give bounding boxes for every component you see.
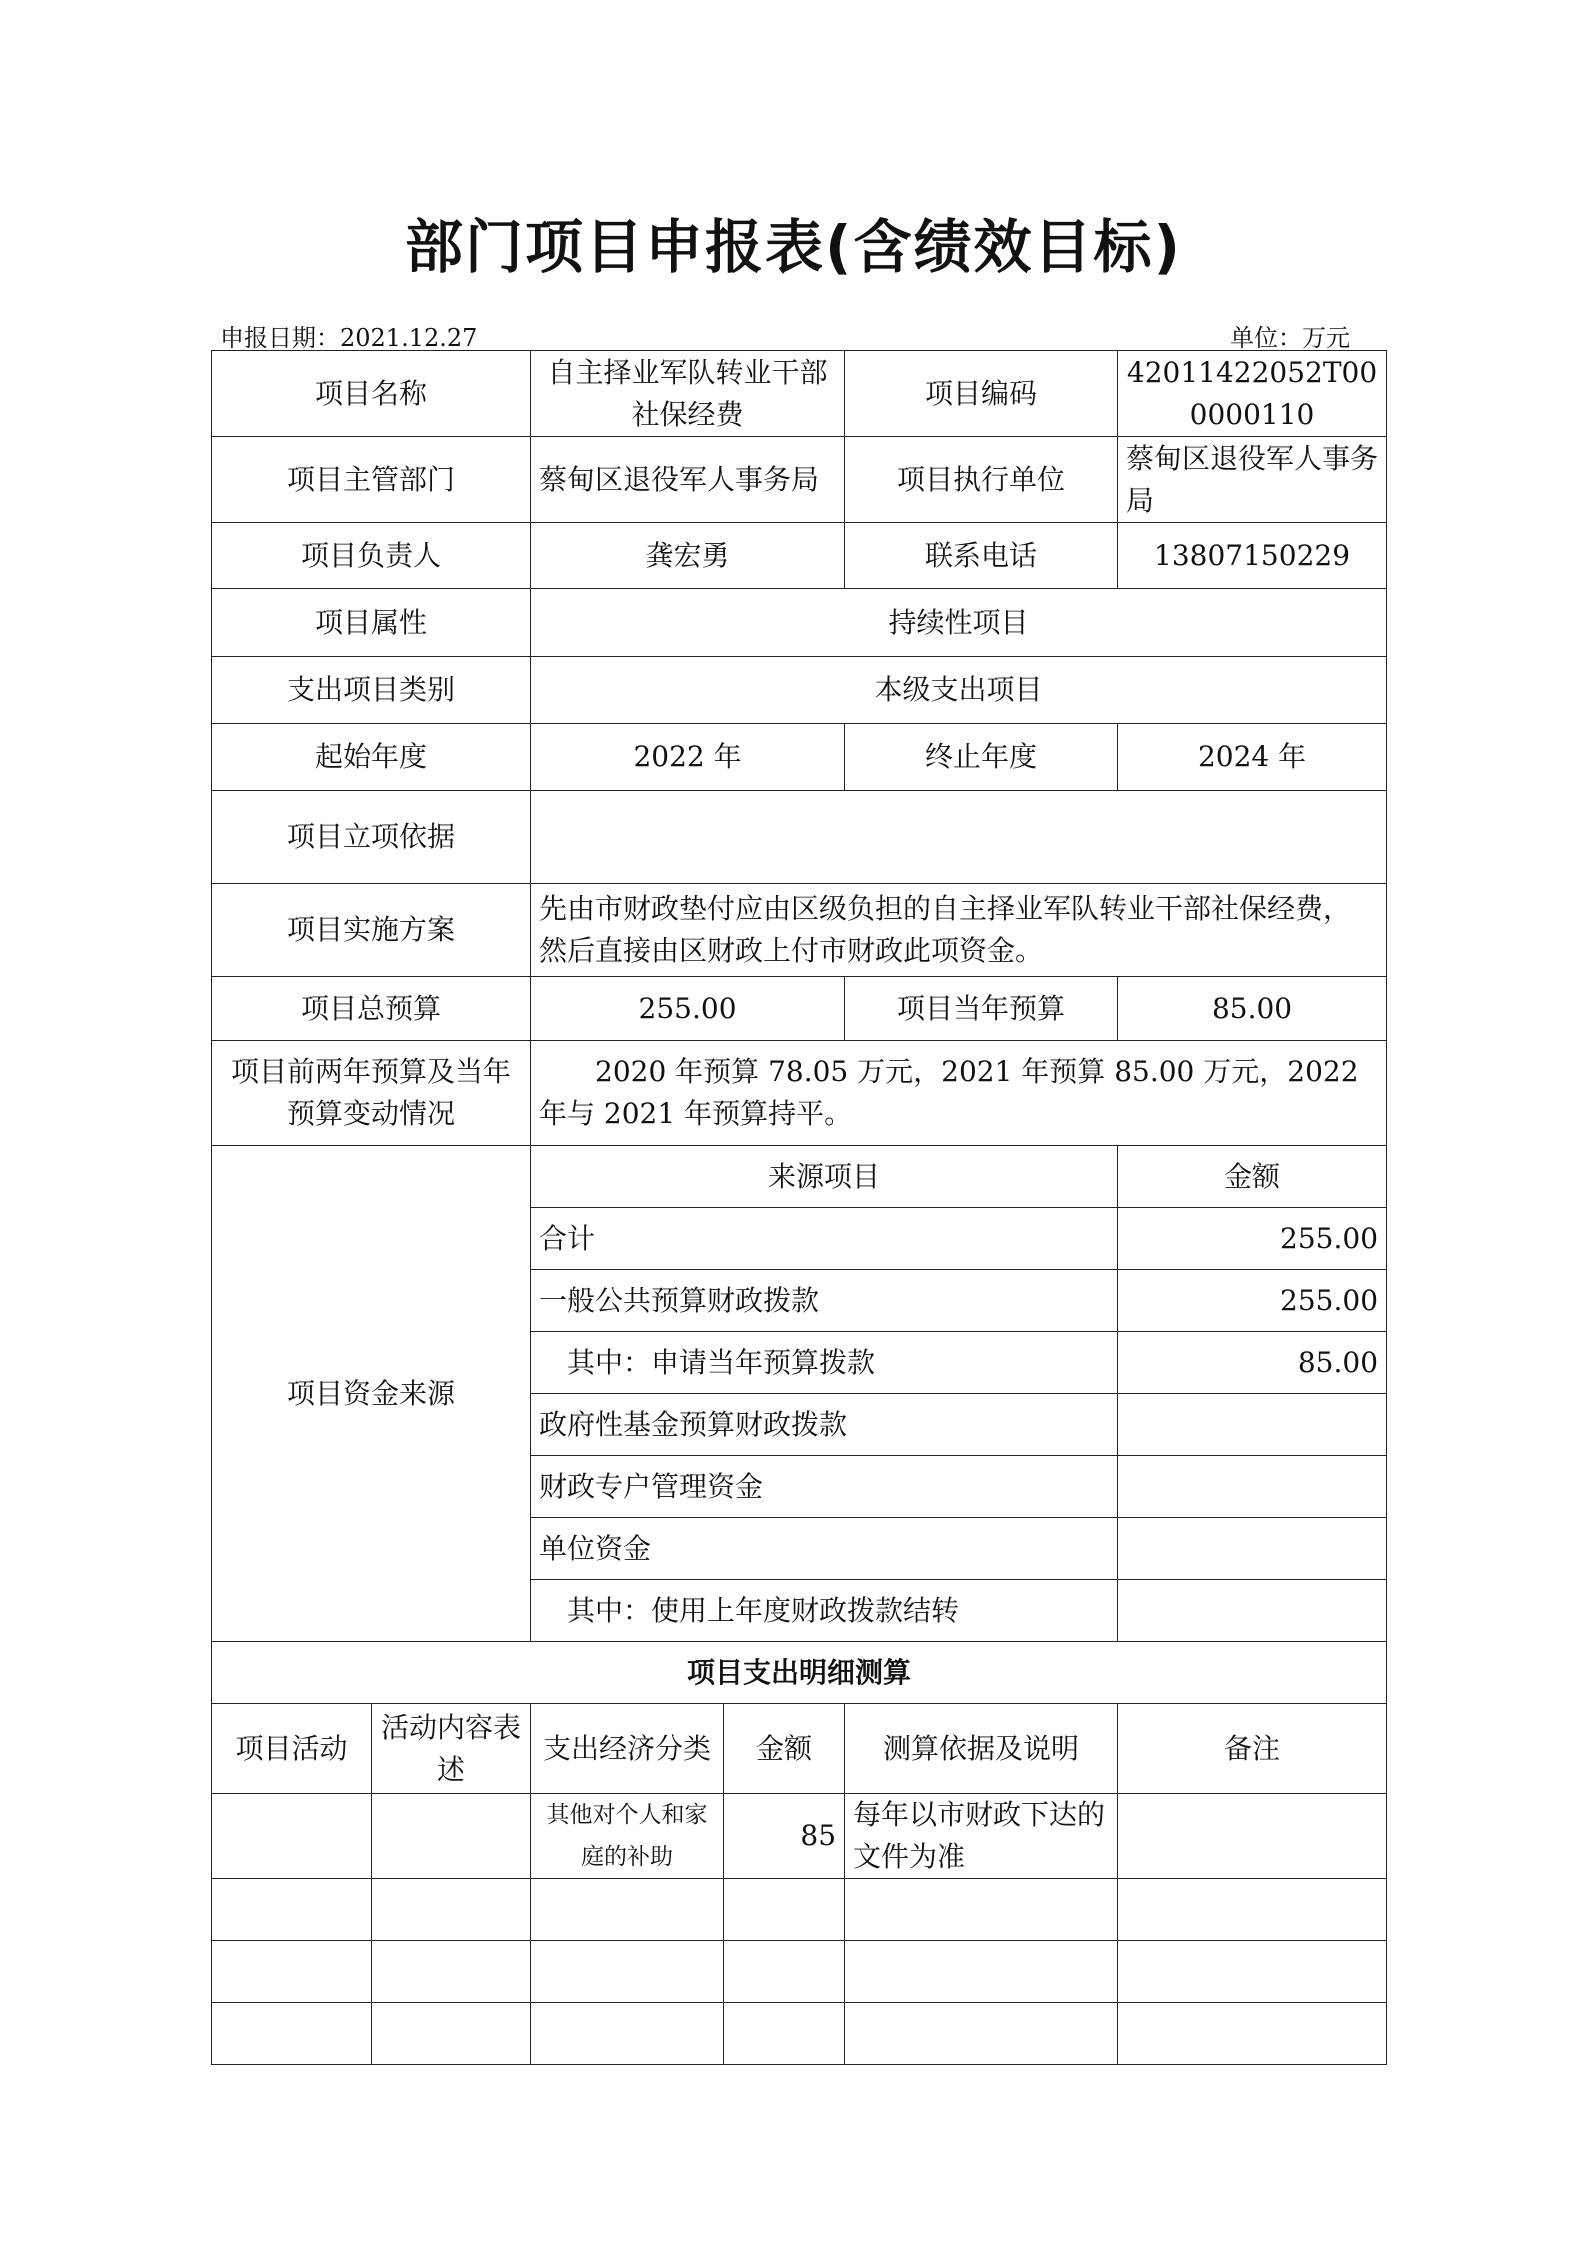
detail-header-cell: 支出经济分类 [531, 1704, 724, 1794]
funding-row-amount: 85.00 [1118, 1332, 1387, 1394]
phone-label: 联系电话 [845, 523, 1118, 589]
current-budget-label: 项目当年预算 [845, 977, 1118, 1041]
detail-cell [372, 1794, 531, 1879]
detail-cell [1118, 1879, 1387, 1941]
category-label: 支出项目类别 [212, 657, 531, 724]
funding-row-name: 其中：使用上年度财政拨款结转 [531, 1580, 1118, 1642]
funding-row-name: 一般公共预算财政拨款 [531, 1270, 1118, 1332]
funding-row-amount [1118, 1456, 1387, 1518]
project-name-value: 自主择业军队转业干部社保经费 [531, 351, 845, 437]
funding-row-amount [1118, 1518, 1387, 1580]
exec-unit-value: 蔡甸区退役军人事务局 [1118, 437, 1387, 523]
attr-value: 持续性项目 [531, 589, 1387, 657]
start-year-label: 起始年度 [212, 724, 531, 791]
detail-row [212, 1941, 1387, 2003]
detail-cell [845, 1879, 1118, 1941]
detail-cell [212, 2003, 372, 2065]
funding-col-amount: 金额 [1118, 1146, 1387, 1208]
plan-value: 先由市财政垫付应由区级负担的自主择业军队转业干部社保经费，然后直接由区财政上付市财政此项资金。 [531, 884, 1387, 977]
project-code-label: 项目编码 [845, 351, 1118, 437]
detail-cell [531, 2003, 724, 2065]
funding-row-name: 财政专户管理资金 [531, 1456, 1118, 1518]
page-title: 部门项目申报表(含绩效目标) [404, 213, 1183, 281]
detail-cell [212, 1794, 372, 1879]
detail-cell [845, 2003, 1118, 2065]
detail-cell [531, 1879, 724, 1941]
funding-row-amount: 255.00 [1118, 1208, 1387, 1270]
basis-label: 项目立项依据 [212, 791, 531, 884]
funding-row-amount [1118, 1394, 1387, 1456]
end-year-label: 终止年度 [845, 724, 1118, 791]
phone-value: 13807150229 [1118, 523, 1387, 589]
detail-header-cell: 项目活动 [212, 1704, 372, 1794]
plan-label: 项目实施方案 [212, 884, 531, 977]
detail-cell: 85 [724, 1794, 845, 1879]
budget-change-value: 2020 年预算 78.05 万元，2021 年预算 85.00 万元，2022 年与 2021 年预算持平。 [531, 1041, 1387, 1146]
detail-cell [1118, 2003, 1387, 2065]
leader-label: 项目负责人 [212, 523, 531, 589]
report-date: 申报日期：2021.12.27 [220, 324, 478, 352]
start-year-value: 2022 年 [531, 724, 845, 791]
funding-row-name: 单位资金 [531, 1518, 1118, 1580]
detail-cell: 其他对个人和家庭的补助 [531, 1794, 724, 1879]
detail-cell [1118, 1941, 1387, 2003]
detail-header-cell: 金额 [724, 1704, 845, 1794]
funding-row-amount [1118, 1580, 1387, 1642]
detail-cell [372, 1879, 531, 1941]
end-year-value: 2024 年 [1118, 724, 1387, 791]
detail-header-cell: 备注 [1118, 1704, 1387, 1794]
project-code-value: 42011422052T000000110 [1118, 351, 1387, 437]
detail-cell: 每年以市财政下达的文件为准 [845, 1794, 1118, 1879]
funding-col-source: 来源项目 [531, 1146, 1118, 1208]
leader-value: 龚宏勇 [531, 523, 845, 589]
detail-row [212, 1879, 1387, 1941]
detail-cell [212, 1941, 372, 2003]
detail-cell [845, 1941, 1118, 2003]
budget-change-label: 项目前两年预算及当年预算变动情况 [212, 1041, 531, 1146]
funding-row-name: 政府性基金预算财政拨款 [531, 1394, 1118, 1456]
funding-row-name: 合计 [531, 1208, 1118, 1270]
funding-source-label: 项目资金来源 [212, 1146, 531, 1642]
detail-cell [372, 2003, 531, 2065]
exec-unit-label: 项目执行单位 [845, 437, 1118, 523]
detail-cell [724, 2003, 845, 2065]
unit-label: 单位：万元 [1230, 324, 1350, 352]
total-budget-value: 255.00 [531, 977, 845, 1041]
category-value: 本级支出项目 [531, 657, 1387, 724]
dept-value: 蔡甸区退役军人事务局 [531, 437, 845, 523]
total-budget-label: 项目总预算 [212, 977, 531, 1041]
project-application-table [211, 350, 1387, 2065]
dept-label: 项目主管部门 [212, 437, 531, 523]
funding-row-name: 其中：申请当年预算拨款 [531, 1332, 1118, 1394]
project-name-label: 项目名称 [212, 351, 531, 437]
detail-cell [531, 1941, 724, 2003]
detail-cell [212, 1879, 372, 1941]
basis-value [531, 791, 1387, 884]
detail-header-cell: 测算依据及说明 [845, 1704, 1118, 1794]
current-budget-value: 85.00 [1118, 977, 1387, 1041]
detail-cell [1118, 1794, 1387, 1879]
funding-row-amount: 255.00 [1118, 1270, 1387, 1332]
detail-header-cell: 活动内容表述 [372, 1704, 531, 1794]
detail-cell [372, 1941, 531, 2003]
detail-row [212, 1794, 1387, 1879]
detail-cell [724, 1941, 845, 2003]
attr-label: 项目属性 [212, 589, 531, 657]
detail-row [212, 2003, 1387, 2065]
detail-section-title: 项目支出明细测算 [212, 1642, 1387, 1704]
detail-cell [724, 1879, 845, 1941]
